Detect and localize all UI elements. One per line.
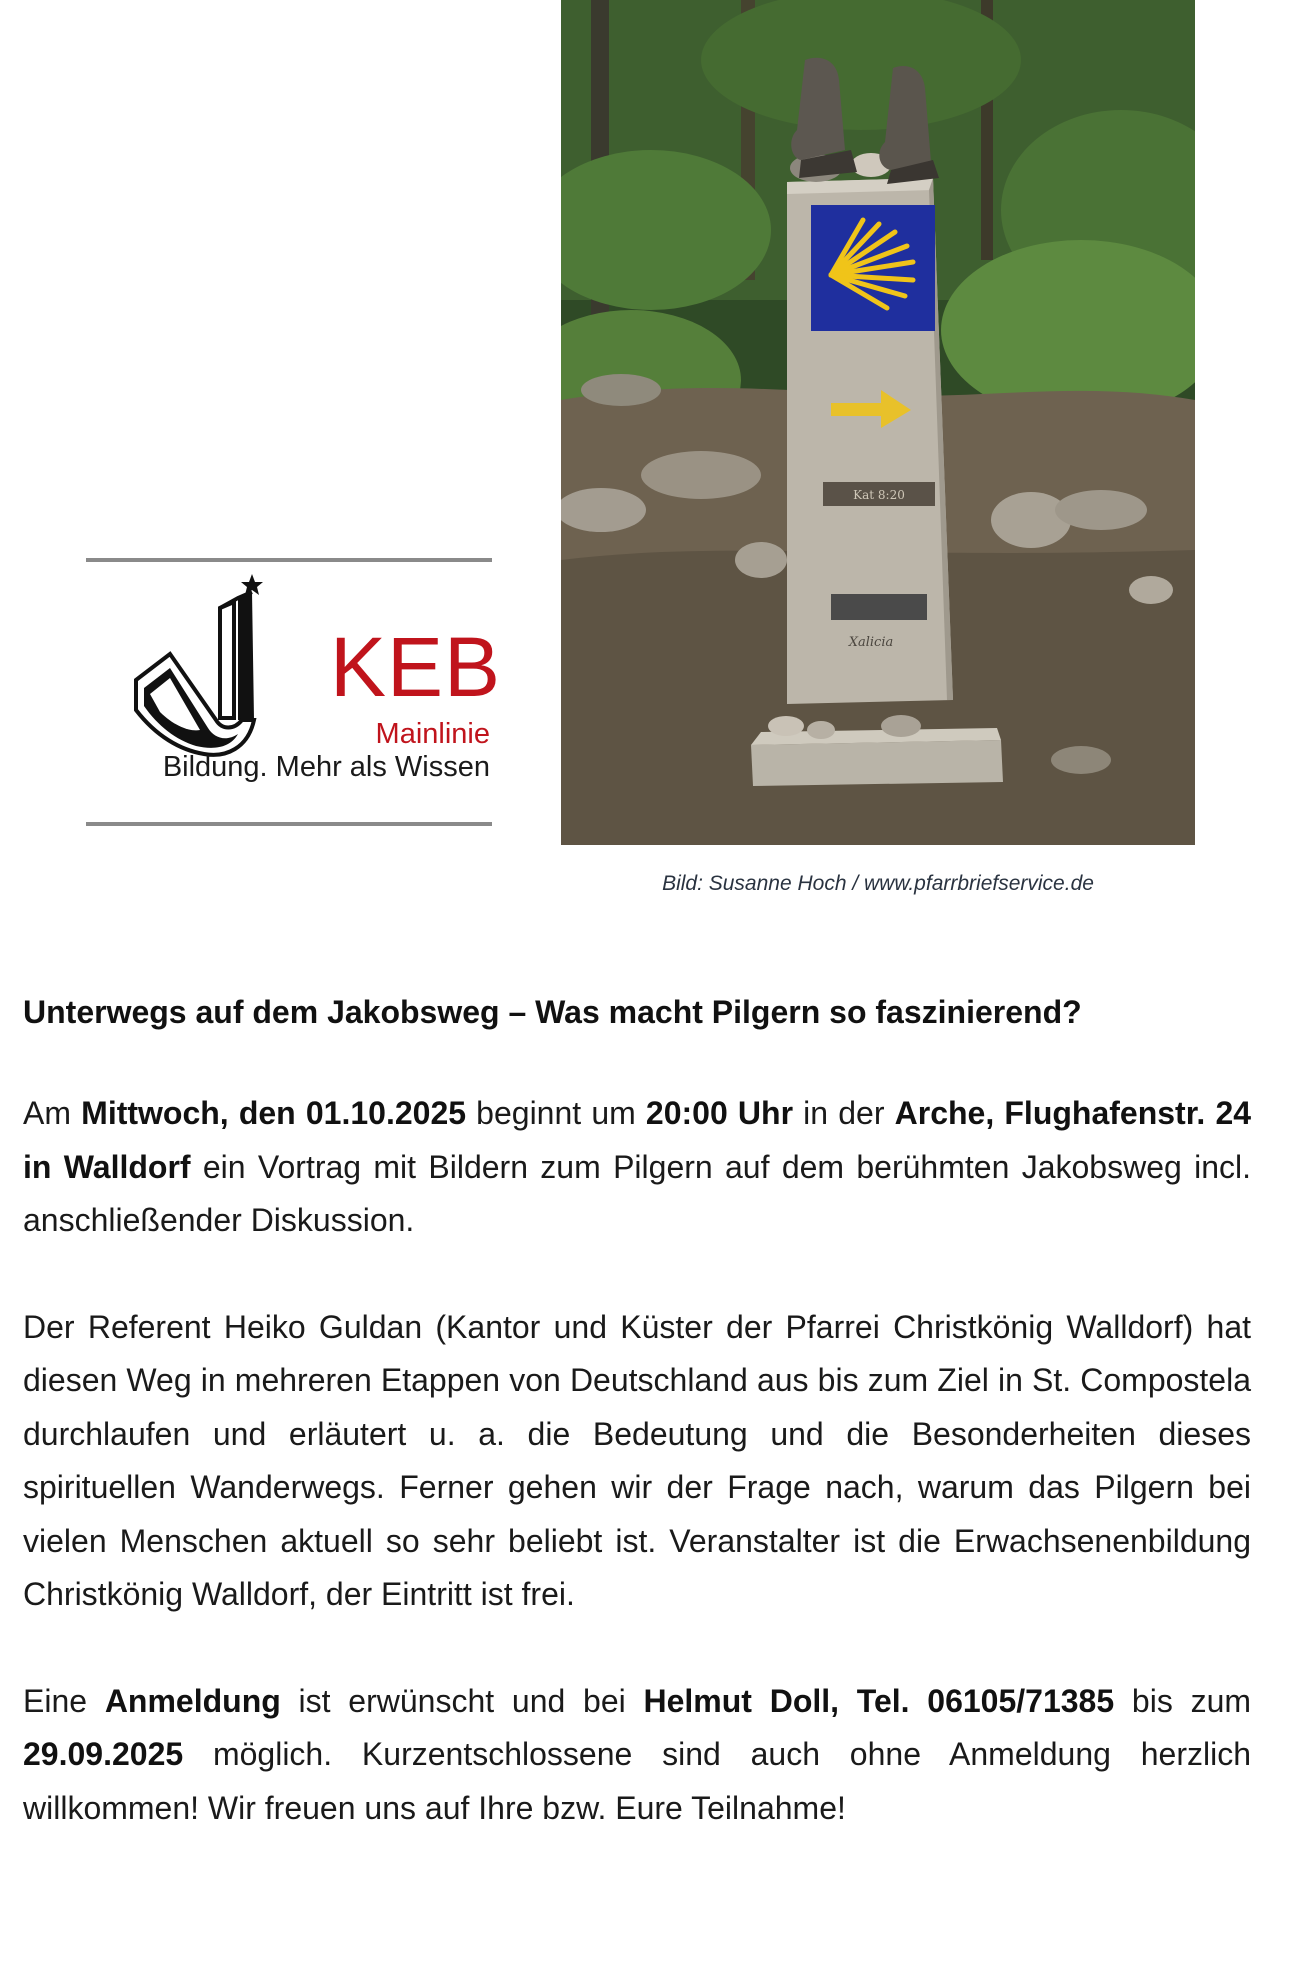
registration-deadline: 29.09.2025 <box>23 1736 184 1772</box>
photo-caption: Bild: Susanne Hoch / www.pfarrbriefservice.de <box>662 872 1094 895</box>
p3-text-2: ist erwünscht und bei <box>280 1682 644 1719</box>
article-title: Unterwegs auf dem Jakobsweg – Was macht Pilgern so faszinierend? <box>23 994 1082 1030</box>
article-paragraph-registration <box>23 1675 1251 1836</box>
p1-text-1: Am <box>23 1095 82 1131</box>
event-time: 20:00 Uhr <box>645 1095 794 1131</box>
logo-keb-text: KEB <box>330 620 502 714</box>
p1-text-2: beginnt um <box>466 1095 646 1131</box>
marker-inscription: Kat 8:20 <box>853 488 905 502</box>
article <box>23 990 1251 1835</box>
logo-subtitle: Mainlinie <box>375 718 490 750</box>
keb-emblem-icon <box>130 570 280 770</box>
p1-text-3: in der <box>793 1095 895 1131</box>
logo-top-rule <box>86 558 492 562</box>
article-paragraph-event <box>23 1087 1251 1248</box>
keb-logo <box>86 558 502 826</box>
registration-label: Anmeldung <box>104 1682 281 1719</box>
logo-tagline: Bildung. Mehr als Wissen <box>162 751 490 783</box>
logo-bottom-rule <box>86 822 492 826</box>
p1-text-4: ein Vortrag mit Bildern zum Pilgern auf dem berühmten Jakobsweg incl. anschließender Diskussion. <box>23 1148 1252 1238</box>
p3-text-4: möglich. Kurzentschlossene sind auch ohne Anmeldung herzlich willkommen! Wir freuen uns auf Ihre bzw. Eure Teilnahme! <box>23 1736 1251 1826</box>
p3-text-3: bis zum <box>1114 1682 1252 1719</box>
waymarker-photo <box>561 0 1195 845</box>
event-date: Mittwoch, den 01.10.2025 <box>81 1095 467 1131</box>
marker-signature: Xalicia <box>848 635 894 650</box>
article-paragraph-speaker: Der Referent Heiko Guldan (Kantor und Küster der Pfarrei Christkönig Walldorf) hat diesen Weg in mehreren Etappen von Deutschland aus bis zum Ziel in St. Compostela durchlaufen und erläutert u. a. die Bedeutung und die Besonderheiten dieses spirituellen Wanderwegs. Ferner gehen wir der Frage nach, warum das Pilgern bei vielen Menschen aktuell so sehr beliebt ist. Veranstalter ist die Erwachsenenbildung Christkönig Walldorf, der Eintritt ist frei. <box>23 1308 1251 1612</box>
p3-text-1: Eine <box>23 1682 105 1719</box>
registration-contact: Helmut Doll, Tel. 06105/71385 <box>643 1682 1115 1719</box>
event-location: Arche, Flughafenstr. 24 in Walldorf <box>23 1095 1252 1185</box>
